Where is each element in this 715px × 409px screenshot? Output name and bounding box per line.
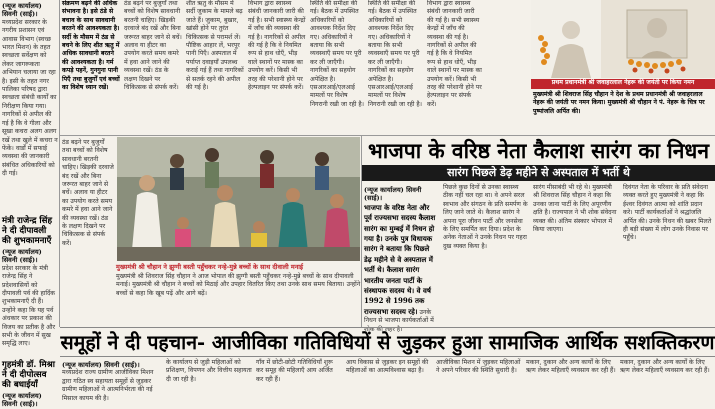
cm-diwali-photo (117, 137, 360, 261)
top-story-column-3 (124, 0, 182, 135)
left-column-home-minister-story (2, 357, 58, 409)
story-body: स्थिति की समीक्षा की गई। बैठक में उपस्थित अधिकारियों को आवश्यक निर्देश दिए गए। अधिकारियों ने बताया कि सभी व्यवस्थाएँ समय पर पूरी कर ली जाएँगी। नागरिकों का सहयोग अपेक्षित है। एसआरआई/एलआई मामलों पर विशेष निगरानी रखी जा रही है। (310, 0, 364, 108)
main-photo-caption: मुख्यमंत्री श्री चौहान ने झुग्गी बस्ती पहुँचकर नन्हे-मुन्ने बच्चों के साथ दीवाली मनाई (116, 263, 304, 271)
bottom-story-column-3 (256, 359, 342, 400)
top-story-column-5 (248, 0, 306, 135)
story-body: संक्रमण बढ़ने की अधिक संभावना है। इसे ठंडे से बचाव के साथ सावधानी बरतने की आवश्यकता है। सर्दी के मौसम में ठंड से बचने के लिए शीत ऋतु में अधिक सावधानी बरतने की आवश्यकता है। गर्म कपड़े पहनें, गुनगुना पानी पिएँ तथा बुजुर्गों एवं बच्चों का विशेष ध्यान रखें। (62, 0, 120, 92)
story-body: प्रदेश सरकार के मंत्री राजेन्द्र सिंह ने प्रदेशवासियों को दीपावली पर्व की हार्दिक शुभकामनाएँ दी हैं। उन्होंने कहा कि यह पर्व अंधकार पर प्रकाश की विजय का प्रतीक है और सभी के जीवन में सुख समृद्धि लाए। (2, 264, 55, 348)
top-story-column-6 (310, 0, 364, 135)
lead-story-column-4 (623, 184, 713, 326)
story-body: विभाग द्वारा स्वास्थ्य संबंधी जानकारी जारी की गई है। सभी स्वास्थ्य केन्द्रों में जाँच की व्यवस्था की गई है। नागरिकों से अपील की गई है कि वे नियमित रूप से हाथ धोएँ, भीड़ वाले स्थानों पर मास्क का उपयोग करें। किसी भी तरह की परेशानी होने पर हेल्पलाइन पर संपर्क करें। (248, 0, 306, 92)
cm-diwali-image (117, 137, 360, 261)
top-story-column-4 (186, 0, 244, 135)
story-body: आजीविका मिशन में जुड़कर महिलाओं ने अपने परिवार की स्थिति सुधारी है। (436, 359, 521, 375)
byline: (न्यूज कार्यालय) सिवनी (साई)। (2, 2, 42, 19)
bottom-headline: समूहों ने दी पहचान- आजीविका गतिविधियों से जुड़कर हुआ सामाजिक आर्थिक सशक्तिकरण (60, 327, 715, 357)
story-body: सारंग मीसाबंदी भी रहे थे। मुख्यमंत्री श्री शिवराज सिंह चौहान ने कहा कि उनका जाना पार्टी के लिए अपूरणीय क्षति है। राज्यपाल ने भी शोक संवेदना व्यक्त की। अंतिम संस्कार भोपाल में किया जाएगा। (533, 184, 617, 234)
top-right-story (533, 91, 713, 135)
top-story-column-7 (368, 0, 423, 135)
left-column-minister-story (2, 213, 58, 348)
story-body: आय विकास से जुड़कर इन समूहों की महिलाओं का आत्मविश्वास बढ़ा है। (346, 359, 429, 375)
bottom-story-column-2 (166, 359, 252, 400)
nehru-tribute-photo (531, 0, 715, 78)
section-divider (60, 135, 715, 136)
lead-paragraph: भाजपा के वरिष्ठ नेता और पूर्व राज्यसभा सदस्य कैलाश सारंग का मुम्बई में निधन हो गया है। उनके पुत्र विधायक सारंग ने बताया कि पिछले डेढ़ महीने से वे अस्पताल में भर्ती थे। कैलाश सारंग भारतीय जनता पार्टी के संस्थापक सदस्य थे। वे वर्ष 1992 से 1996 तक राज्यसभा सदस्य रहे। (364, 202, 436, 316)
story-body: के कार्यालय से जुड़ी महिलाओं को प्रशिक्षण, विपणन और वित्तीय सहायता दी जा रही है। (166, 359, 252, 383)
story-body: मुख्यमंत्री श्री शिवराज सिंह चौहान ने आज भोपाल की झुग्गी बस्ती पहुँचकर नन्हे-मुन्ने बच्चों के साथ दीपावली मनाई। मुख्यमंत्री श्री चौहान ने बच्चों को मिठाई और उपहार वितरित किए तथा उनके साथ समय बिताया। उन्होंने बच्चों से कहा कि खूब पढ़ें और आगे बढ़ें। (116, 273, 361, 297)
bottom-story-column-4 (346, 359, 432, 400)
photo-caption: प्रथम प्रधानमंत्री श्री जवाहरलाल नेहरू की जयंती पर किया नमन (531, 79, 715, 89)
story-body: उनके निधन से भाजपा कार्यकर्ताओं में शोक की लहर है। (364, 308, 434, 333)
story-body: पिछले कुछ दिनों से उनका स्वास्थ्य ठीक नहीं चल रहा था। वे अपने सरल स्वभाव और संगठन के प्रति समर्पण के लिए जाने जाते थे। कैलाश सारंग ने अपना पूरा जीवन पार्टी और जनसेवा के लिए समर्पित कर दिया। प्रदेश के अनेक नेताओं ने उनके निधन पर गहरा दुख व्यक्त किया है। (443, 184, 528, 250)
left-column-story (2, 0, 58, 195)
story-body: मध्यप्रदेश सरकार के नगरीय प्रशासन एवं आवास विभाग (स्वच्छ भारत मिशन) के तहत स्वच्छता सर्वेक्षण को लेकर जागरूकता अभियान चलाया जा रहा है। इसी के तहत नगर पालिका परिषद द्वारा स्वच्छता संबंधी कार्यों का निरीक्षण किया गया। नागरिकों से अपील की गई है कि वे गीला और सूखा कचरा अलग अलग रखें तथा खुले में कचरा न फेंकें। वार्डों में सफाई व्यवस्था की जानकारी संबंधित अधिकारियों को दी गई। (2, 18, 58, 178)
story-body: मध्यप्रदेश राज्य ग्रामीण आजीविका मिशन द्वारा गठित स्व सहायता समूहों से जुड़कर ग्रामीण महिलाओं ने आत्मनिर्भरता की नई मिसाल कायम की है। (62, 369, 154, 402)
story-body: ठंड बढ़ने पर बुजुर्गों तथा बच्चों को विशेष सावधानी बरतनी चाहिए। खिड़की दरवाजे बंद रखें और बिना जरूरत बाहर जाने से बचें। अलाव या हीटर का उपयोग करते समय कमरे में हवा आने जाने की व्यवस्था रखें। ठंड के लक्षण दिखने पर चिकित्सक से संपर्क करें। (124, 0, 182, 92)
main-photo-story (116, 273, 361, 325)
lead-headline: भाजपा के वरिष्ठ नेता कैलाश सारंग का निधन (368, 138, 709, 163)
nehru-tribute-image (531, 0, 715, 78)
top-story-column-8 (427, 0, 482, 135)
story-body: मकान, दुकान और अन्य कार्यों के लिए ऋण लेकर महिलाएँ व्यवसाय कर रही हैं। (620, 359, 710, 375)
story-body: दिवंगत नेता के परिवार के प्रति संवेदना व्यक्त करते हुए मुख्यमंत्री ने कहा कि ईश्वर दिवंगत आत्मा को शांति प्रदान करे। पार्टी कार्यकर्ताओं ने श्रद्धांजलि अर्पित की। उनके निधन की खबर मिलते ही बड़ी संख्या में लोग उनके निवास पर पहुँचे। (623, 184, 712, 242)
lead-story-column-2 (443, 184, 529, 326)
column-divider (59, 0, 60, 327)
lead-story-column-3 (533, 184, 619, 326)
bottom-story-column-1 (62, 359, 162, 400)
photo-side-story (62, 139, 114, 261)
story-title: गृहमंत्री डॉ. मिश्रा ने दी दीपोत्सव की बधाईयाँ (2, 360, 55, 390)
byline: (न्यूज कार्यालय) सिवनी (साई)। (2, 248, 42, 265)
bottom-story-column-5 (436, 359, 522, 400)
lead-story-column-1 (364, 184, 439, 333)
byline: (न्यूज कार्यालय) सिवनी (साई)। (62, 361, 140, 369)
story-body: स्थिति की समीक्षा की गई। बैठक में उपस्थित अधिकारियों को आवश्यक निर्देश दिए गए। अधिकारियों ने बताया कि सभी व्यवस्थाएँ समय पर पूरी कर ली जाएँगी। नागरिकों का सहयोग अपेक्षित है। एसआरआई/एलआई मामलों पर विशेष निगरानी रखी जा रही है। (368, 0, 422, 108)
story-body: ठंड बढ़ने पर बुजुर्गों तथा बच्चों को विशेष सावधानी बरतनी चाहिए। खिड़की दरवाजे बंद रखें और बिना जरूरत बाहर जाने से बचें। अलाव या हीटर का उपयोग करते समय कमरे में हवा आने जाने की व्यवस्था रखें। ठंड के लक्षण दिखने पर चिकित्सक से संपर्क करें। (62, 139, 114, 247)
story-body: शीत ऋतु के मौसम में सर्दी जुकाम के मामले बढ़ जाते हैं। जुकाम, बुखार, खांसी होने पर तुरंत चिकित्सक से परामर्श लें। पौष्टिक आहार लें, भरपूर पानी पिएँ। अस्पताल में पर्याप्त दवाइयाँ उपलब्ध कराई गई हैं तथा नागरिकों से सतर्क रहने की अपील की गई है। (186, 0, 244, 92)
story-body: मुख्यमंत्री श्री शिवराज सिंह चौहान ने देश के प्रथम प्रधानमंत्री श्री जवाहरलाल नेहरू की जयंती पर नमन किया। मुख्यमंत्री श्री चौहान ने पं. नेहरू के चित्र पर पुष्पांजलि अर्पित की। (533, 91, 705, 115)
story-body: गाँव में छोटी-छोटी गतिविधियाँ शुरू कर समूह की महिलाएँ आय अर्जित कर रही हैं। (256, 359, 333, 383)
bottom-story-column-7 (620, 359, 713, 400)
byline: (न्यूज कार्यालय) सिवनी (साई)। (364, 186, 422, 203)
lead-subheadline: सारंग पिछले डेढ़ महीने से अस्पताल में भर्ती थे (362, 165, 715, 181)
top-story-column-2 (62, 0, 120, 135)
story-body: विभाग द्वारा स्वास्थ्य संबंधी जानकारी जारी की गई है। सभी स्वास्थ्य केन्द्रों में जाँच की व्यवस्था की गई है। नागरिकों से अपील की गई है कि वे नियमित रूप से हाथ धोएँ, भीड़ वाले स्थानों पर मास्क का उपयोग करें। किसी भी तरह की परेशानी होने पर हेल्पलाइन पर संपर्क करें। (427, 0, 482, 108)
story-title: मंत्री राजेन्द्र सिंह ने दी दीपावली की शुभकामनाएँ (2, 216, 53, 246)
byline: (न्यूज कार्यालय) सिवनी (साई)। (2, 392, 42, 409)
story-body: मकान, दुकान और अन्य कार्यों के लिए ऋण लेकर महिलाएँ व्यवसाय कर रही हैं। (526, 359, 616, 375)
bottom-story-column-6 (526, 359, 616, 400)
